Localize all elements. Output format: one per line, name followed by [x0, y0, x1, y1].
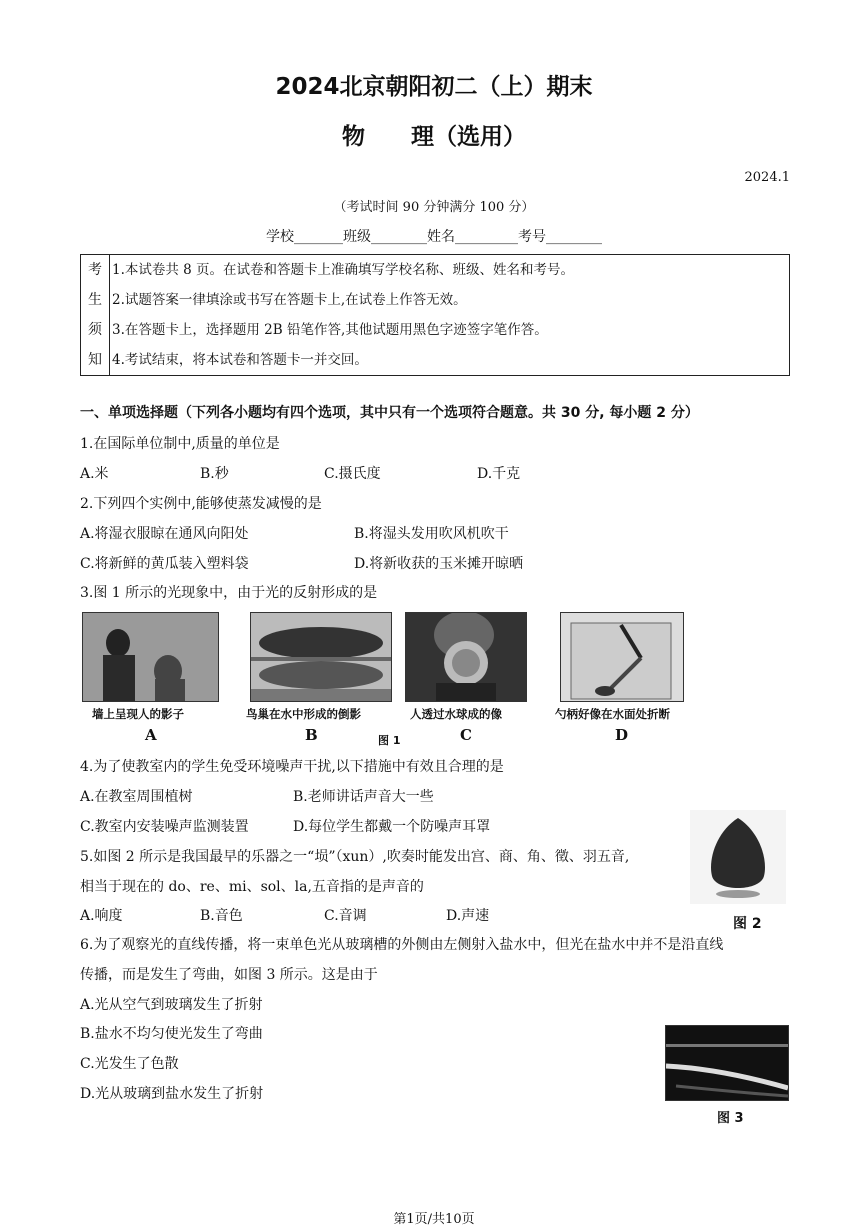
option: C.教室内安装噪声监测装置 — [80, 819, 249, 835]
question-stem: 相当于现在的 do、re、mi、sol、la,五音指的是声音的 — [80, 879, 424, 895]
option: D.将新收获的玉米摊开晾晒 — [354, 556, 524, 572]
refraction-drawing — [666, 1026, 788, 1100]
notice-heading-char: 生 — [88, 292, 102, 308]
shadow-photo — [82, 612, 219, 702]
refraction-photo — [665, 1025, 789, 1101]
notice-items — [110, 255, 790, 376]
notice-heading — [81, 255, 110, 376]
question-stem: 5.如图 2 所示是我国最早的乐器之一“埙”（xun）,吹奏时能发出宫、商、角、徵、羽五音, — [80, 849, 630, 865]
figure-caption: 鸟巢在水中形成的倒影 — [246, 707, 361, 721]
option: B.秒 — [200, 466, 229, 482]
option: A.响度 — [80, 908, 123, 924]
option: D.千克 — [477, 466, 521, 482]
spoon-photo — [560, 612, 684, 702]
option: D.每位学生都戴一个防噪声耳罩 — [293, 819, 491, 835]
option: D.光从玻璃到盐水发生了折射 — [80, 1086, 264, 1102]
option: B.老师讲话声音大一些 — [293, 789, 434, 805]
option: B.盐水不均匀使光发生了弯曲 — [80, 1026, 263, 1042]
page-footer: 第1页/共10页 — [393, 1212, 475, 1227]
option: A.米 — [80, 466, 109, 482]
waterball-photo-drawing — [406, 613, 526, 701]
option-letter: B — [305, 726, 318, 744]
waterball-photo — [405, 612, 527, 702]
student-info-fields: 学校_______班级________姓名_________考号________ — [266, 229, 602, 245]
birdnest-photo — [250, 612, 392, 702]
option: C.将新鲜的黄瓜装入塑料袋 — [80, 556, 249, 572]
shadow-photo-drawing — [83, 613, 218, 701]
notice-heading-char: 考 — [88, 262, 102, 278]
figure-label: 图 2 — [733, 916, 762, 932]
figure-caption: 人透过水球成的像 — [410, 707, 502, 721]
question-stem: 2.下列四个实例中,能够使蒸发减慢的是 — [80, 496, 322, 512]
birdnest-photo-drawing — [251, 613, 391, 701]
option: C.光发生了色散 — [80, 1056, 179, 1072]
page-subtitle: 物 理（选用） — [342, 124, 526, 150]
figure-caption: 勺柄好像在水面处折断 — [555, 707, 670, 721]
option-letter: D — [615, 726, 629, 744]
notice-item: 2.试题答案一律填涂或书写在答题卡上,在试卷上作答无效。 — [112, 292, 467, 308]
question-stem: 6.为了观察光的直线传播，将一束单色光从玻璃槽的外侧由左侧射入盐水中，但光在盐水中并不是沿直线 — [80, 937, 724, 953]
notice-item: 1.本试卷共 8 页。在试卷和答题卡上准确填写学校名称、班级、姓名和考号。 — [112, 262, 575, 278]
exam-note: （考试时间 90 分钟满分 100 分） — [333, 200, 535, 215]
option-letter: A — [145, 726, 157, 744]
option: B.将湿头发用吹风机吹干 — [354, 526, 509, 542]
question-stem: 3.图 1 所示的光现象中，由于光的反射形成的是 — [80, 585, 378, 601]
notice-item: 4.考试结束，将本试卷和答题卡一并交回。 — [112, 352, 368, 368]
option: C.音调 — [324, 908, 367, 924]
option: A.将湿衣服晾在通风向阳处 — [80, 526, 249, 542]
section-heading: 一、单项选择题（下列各小题均有四个选项，其中只有一个选项符合题意。共 30 分, 每小题 2 分） — [80, 405, 699, 421]
exam-date: 2024.1 — [744, 170, 790, 185]
notice-item: 3.在答题卡上，选择题用 2B 铅笔作答,其他试题用黑色字迹签字笔作答。 — [112, 322, 548, 338]
xun-drawing — [690, 810, 786, 904]
question-stem: 传播，而是发生了弯曲，如图 3 所示。这是由于 — [80, 967, 378, 983]
notice-heading-char: 知 — [88, 352, 102, 368]
notice-heading-char: 须 — [88, 322, 102, 338]
option-letter: C — [460, 726, 472, 744]
question-stem: 1.在国际单位制中,质量的单位是 — [80, 436, 280, 452]
option: A.在教室周围植树 — [80, 789, 193, 805]
page-title: 2024北京朝阳初二（上）期末 — [275, 74, 593, 100]
option: B.音色 — [200, 908, 243, 924]
option: C.摄氏度 — [324, 466, 381, 482]
option: D.声速 — [446, 908, 490, 924]
figure-label: 图 3 — [717, 1111, 744, 1126]
question-stem: 4.为了使教室内的学生免受环境噪声干扰,以下措施中有效且合理的是 — [80, 759, 504, 775]
option: A.光从空气到玻璃发生了折射 — [80, 997, 263, 1013]
figure-caption: 墙上呈现人的影子 — [92, 707, 184, 721]
spoon-photo-drawing — [561, 613, 683, 701]
figure-label: 图 1 — [378, 734, 401, 747]
notice-box — [80, 254, 790, 376]
xun-photo — [690, 810, 786, 904]
